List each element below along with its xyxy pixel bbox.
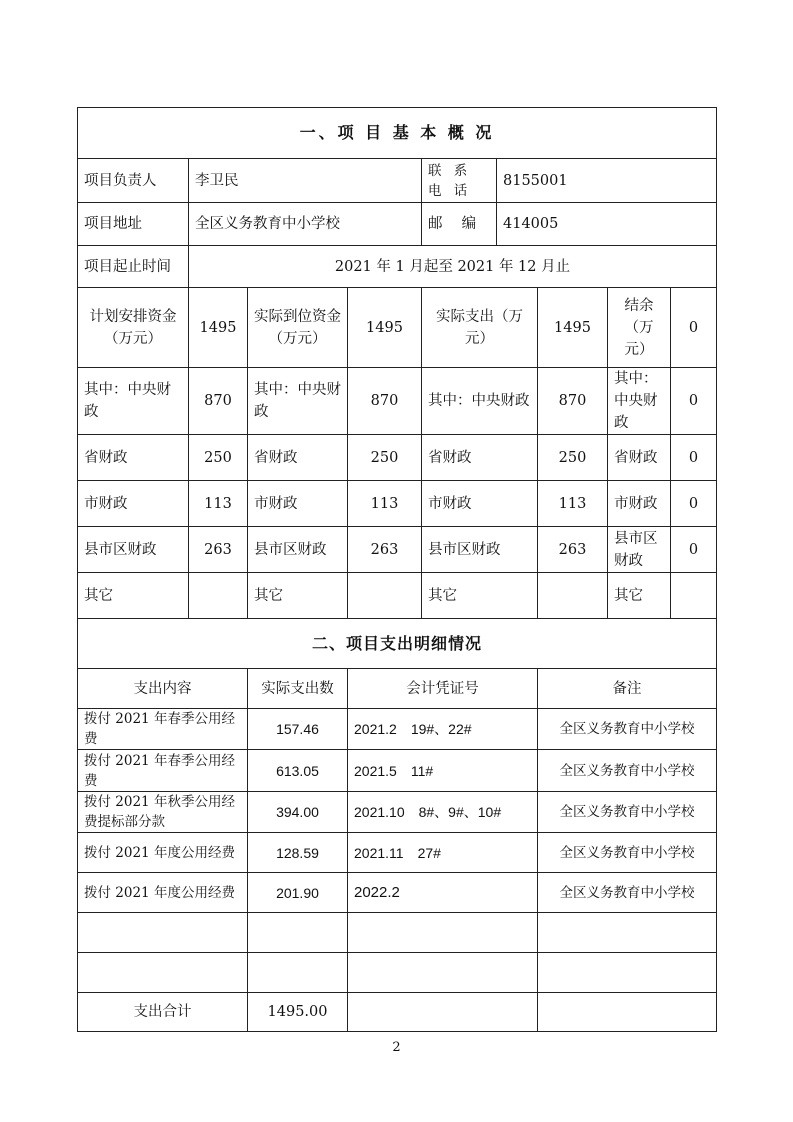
funds-cell: 其中：中央财政 bbox=[248, 368, 348, 435]
detail-row bbox=[78, 873, 717, 913]
funds-cell bbox=[671, 573, 717, 619]
detail-row bbox=[78, 709, 717, 750]
detail-cell: 拨付 2021 年春季公用经费 bbox=[78, 709, 248, 750]
detail-cell: 2022.2 bbox=[348, 873, 538, 913]
detail-cell: 全区义务教育中小学校 bbox=[538, 750, 717, 792]
funds-cell: 0 bbox=[671, 368, 717, 435]
funds-cell: 省财政 bbox=[422, 435, 538, 481]
funds-cell: 省财政 bbox=[608, 435, 671, 481]
project-table bbox=[77, 107, 717, 1032]
funds-cell: 省财政 bbox=[248, 435, 348, 481]
detail-cell: 2021.11 27# bbox=[348, 833, 538, 873]
detail-cell: 2021.5 11# bbox=[348, 750, 538, 792]
funds-cell: 0 bbox=[671, 288, 717, 368]
funds-cell: 省财政 bbox=[78, 435, 189, 481]
postcode-value: 414005 bbox=[497, 203, 717, 246]
detail-cell: 2021.10 8#、9#、10# bbox=[348, 792, 538, 833]
detail-cell: 201.90 bbox=[248, 873, 348, 913]
funds-row bbox=[78, 435, 717, 481]
funds-row bbox=[78, 481, 717, 527]
funds-cell bbox=[538, 573, 608, 619]
funds-cell: 市财政 bbox=[248, 481, 348, 527]
funds-cell: 计划安排资金（万元） bbox=[78, 288, 189, 368]
funds-row bbox=[78, 573, 717, 619]
funds-header-row bbox=[78, 288, 717, 368]
detail-cell: 拨付 2021 年秋季公用经费提标部分款 bbox=[78, 792, 248, 833]
funds-cell: 0 bbox=[671, 481, 717, 527]
detail-cell: 157.46 bbox=[248, 709, 348, 750]
funds-cell: 113 bbox=[348, 481, 422, 527]
detail-header: 备注 bbox=[538, 669, 717, 709]
funds-cell: 其它 bbox=[608, 573, 671, 619]
funds-cell: 1495 bbox=[348, 288, 422, 368]
section2-title: 二、项目支出明细情况 bbox=[78, 619, 717, 669]
phone-label: 联 系 电 话 bbox=[422, 159, 497, 203]
funds-cell: 县市区财政 bbox=[78, 527, 189, 573]
funds-cell: 其它 bbox=[78, 573, 189, 619]
postcode-label: 邮 编 bbox=[422, 203, 497, 246]
funds-cell: 其它 bbox=[422, 573, 538, 619]
funds-cell: 结余（万元） bbox=[608, 288, 671, 368]
funds-cell bbox=[189, 573, 248, 619]
detail-header-row bbox=[78, 669, 717, 709]
detail-cell: 拨付 2021 年度公用经费 bbox=[78, 873, 248, 913]
detail-cell: 全区义务教育中小学校 bbox=[538, 873, 717, 913]
funds-cell: 市财政 bbox=[78, 481, 189, 527]
detail-header: 支出内容 bbox=[78, 669, 248, 709]
empty-row bbox=[78, 913, 717, 953]
funds-cell: 县市区财政 bbox=[608, 527, 671, 573]
empty-row bbox=[78, 953, 717, 993]
detail-cell: 394.00 bbox=[248, 792, 348, 833]
funds-cell bbox=[348, 573, 422, 619]
funds-cell: 113 bbox=[189, 481, 248, 527]
detail-header: 实际支出数 bbox=[248, 669, 348, 709]
funds-cell: 其它 bbox=[248, 573, 348, 619]
detail-cell: 拨付 2021 年度公用经费 bbox=[78, 833, 248, 873]
funds-cell: 870 bbox=[538, 368, 608, 435]
funds-cell: 870 bbox=[189, 368, 248, 435]
detail-cell: 全区义务教育中小学校 bbox=[538, 792, 717, 833]
funds-cell: 250 bbox=[348, 435, 422, 481]
funds-cell: 0 bbox=[671, 527, 717, 573]
funds-cell: 263 bbox=[189, 527, 248, 573]
funds-cell: 实际到位资金（万元） bbox=[248, 288, 348, 368]
detail-cell: 128.59 bbox=[248, 833, 348, 873]
detail-row bbox=[78, 750, 717, 792]
funds-cell: 其中：中央财政 bbox=[422, 368, 538, 435]
address-label: 项目地址 bbox=[78, 203, 189, 246]
address-value: 全区义务教育中小学校 bbox=[189, 203, 422, 246]
detail-cell: 613.05 bbox=[248, 750, 348, 792]
leader-value: 李卫民 bbox=[189, 159, 422, 203]
funds-cell: 1495 bbox=[189, 288, 248, 368]
total-label: 支出合计 bbox=[78, 993, 248, 1032]
detail-row bbox=[78, 833, 717, 873]
funds-cell: 263 bbox=[348, 527, 422, 573]
funds-cell: 113 bbox=[538, 481, 608, 527]
funds-row bbox=[78, 527, 717, 573]
funds-cell: 其中：中央财政 bbox=[78, 368, 189, 435]
funds-cell: 263 bbox=[538, 527, 608, 573]
funds-cell: 其中：中央财政 bbox=[608, 368, 671, 435]
funds-cell: 870 bbox=[348, 368, 422, 435]
section1-title: 一、项 目 基 本 概 况 bbox=[78, 108, 717, 159]
period-value: 2021 年 1 月起至 2021 年 12 月止 bbox=[189, 246, 717, 288]
funds-cell: 250 bbox=[538, 435, 608, 481]
detail-cell: 2021.2 19#、22# bbox=[348, 709, 538, 750]
funds-row bbox=[78, 368, 717, 435]
funds-cell: 县市区财政 bbox=[422, 527, 538, 573]
leader-label: 项目负责人 bbox=[78, 159, 189, 203]
detail-cell: 全区义务教育中小学校 bbox=[538, 833, 717, 873]
period-label: 项目起止时间 bbox=[78, 246, 189, 288]
funds-cell: 1495 bbox=[538, 288, 608, 368]
detail-row bbox=[78, 792, 717, 833]
phone-value: 8155001 bbox=[497, 159, 717, 203]
detail-cell: 拨付 2021 年春季公用经费 bbox=[78, 750, 248, 792]
funds-cell: 市财政 bbox=[422, 481, 538, 527]
total-value: 1495.00 bbox=[248, 993, 348, 1032]
funds-cell: 0 bbox=[671, 435, 717, 481]
detail-cell: 全区义务教育中小学校 bbox=[538, 709, 717, 750]
page-number: 2 bbox=[392, 1040, 401, 1055]
total-row bbox=[78, 993, 717, 1032]
funds-cell: 市财政 bbox=[608, 481, 671, 527]
funds-cell: 县市区财政 bbox=[248, 527, 348, 573]
funds-cell: 250 bbox=[189, 435, 248, 481]
funds-cell: 实际支出（万元） bbox=[422, 288, 538, 368]
detail-header: 会计凭证号 bbox=[348, 669, 538, 709]
